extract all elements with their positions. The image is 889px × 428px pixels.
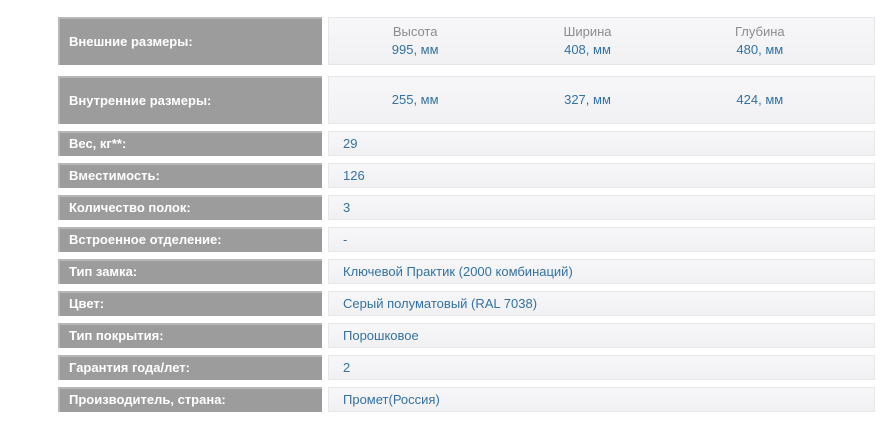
- spec-label: Тип покрытия:: [58, 323, 322, 348]
- spec-values-internal-dimensions: [328, 76, 875, 124]
- dimension-column-height: [329, 91, 501, 109]
- spec-label: Производитель, страна:: [58, 387, 322, 412]
- spec-label-external-dimensions: Внешние размеры:: [58, 17, 322, 65]
- dimension-value-depth: 480, мм: [736, 42, 784, 57]
- spec-row-manufacturer: [58, 387, 875, 412]
- spec-value: 126: [328, 163, 875, 188]
- dimension-value-depth: 424, мм: [736, 92, 784, 107]
- dimension-column-width: [501, 91, 673, 109]
- spec-row-capacity: [58, 163, 875, 188]
- spec-row-warranty: [58, 355, 875, 380]
- dimension-column-height: [329, 23, 501, 59]
- dimension-column-depth: [674, 91, 846, 109]
- spec-value: 29: [328, 131, 875, 156]
- spec-label: Вес, кг**:: [58, 131, 322, 156]
- spec-label: Количество полок:: [58, 195, 322, 220]
- spec-label: Встроенное отделение:: [58, 227, 322, 252]
- dimension-column-width: [501, 23, 673, 59]
- spec-label: Цвет:: [58, 291, 322, 316]
- dimension-header-depth: Глубина: [734, 24, 785, 39]
- specifications-table: [58, 17, 875, 419]
- dimension-value-width: 408, мм: [564, 42, 611, 57]
- spec-row-internal-dimensions: [58, 76, 875, 124]
- spec-row-builtin-compartment: [58, 227, 875, 252]
- spec-value: Промет(Россия): [328, 387, 875, 412]
- spec-value: Ключевой Практик (2000 комбинаций): [328, 259, 875, 284]
- spec-label: Тип замка:: [58, 259, 322, 284]
- spec-row-coating-type: [58, 323, 875, 348]
- spec-value: 3: [328, 195, 875, 220]
- spec-values-external-dimensions: [328, 17, 875, 65]
- spec-label-internal-dimensions: Внутренние размеры:: [58, 76, 322, 124]
- spec-row-shelves-count: [58, 195, 875, 220]
- dimension-column-depth: [674, 23, 846, 59]
- dimension-header-height: Высота: [392, 24, 438, 39]
- spec-value: Порошковое: [328, 323, 875, 348]
- spec-value: Серый полуматовый (RAL 7038): [328, 291, 875, 316]
- spec-row-color: [58, 291, 875, 316]
- spec-row-weight: [58, 131, 875, 156]
- dimension-value-height: 255, мм: [391, 92, 439, 107]
- spec-label: Вместимость:: [58, 163, 322, 188]
- dimension-value-width: 327, мм: [564, 92, 611, 107]
- spec-value: 2: [328, 355, 875, 380]
- dimension-header-width: Ширина: [563, 24, 612, 39]
- spec-value: -: [328, 227, 875, 252]
- spec-row-external-dimensions: [58, 17, 875, 65]
- spec-label: Гарантия года/лет:: [58, 355, 322, 380]
- dimension-value-height: 995, мм: [391, 42, 439, 57]
- spec-row-lock-type: [58, 259, 875, 284]
